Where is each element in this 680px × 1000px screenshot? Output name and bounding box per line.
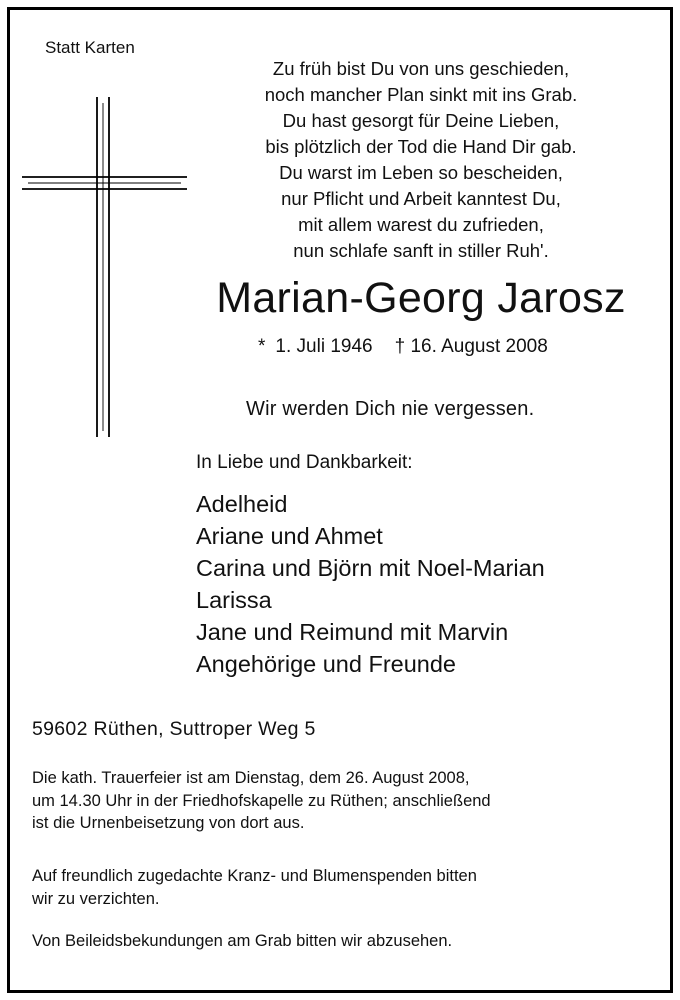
mourner-item: Ariane und Ahmet <box>196 523 383 549</box>
statt-karten-label: Statt Karten <box>45 38 135 57</box>
flowers-notice <box>32 865 477 910</box>
condolences-notice <box>32 930 452 953</box>
poem-line: noch mancher Plan sinkt mit ins Grab. <box>264 84 578 105</box>
life-dates <box>258 336 548 358</box>
poem-line: bis plötzlich der Tod die Hand Dir gab. <box>265 136 577 157</box>
mourners-list <box>196 488 545 680</box>
cross-icon <box>22 97 187 437</box>
mourner-item: Jane und Reimund mit Marvin <box>196 619 509 645</box>
funeral-notice <box>32 767 491 835</box>
dagger-icon: † <box>394 336 406 357</box>
death-date: 16. August 2008 <box>410 336 548 357</box>
poem-line: Zu früh bist Du von uns geschieden, <box>272 58 570 79</box>
mourner-item: Larissa <box>196 587 272 613</box>
poem-line: mit allem warest du zufrieden, <box>298 214 544 235</box>
star-icon: * <box>258 336 266 357</box>
notice-line: Die kath. Trauerfeier ist am Dienstag, dem 26. August 2008, <box>32 769 470 787</box>
poem-line: Du hast gesorgt für Deine Lieben, <box>282 110 560 131</box>
address: 59602 Rüthen, Suttroper Weg 5 <box>32 718 316 740</box>
birth-date: 1. Juli 1946 <box>275 336 373 357</box>
poem <box>200 56 642 264</box>
never-forget-line: Wir werden Dich nie vergessen. <box>246 398 535 420</box>
deceased-name: Marian-Georg Jarosz <box>216 274 626 322</box>
mourner-item: Adelheid <box>196 491 288 517</box>
notice-line: Auf freundlich zugedachte Kranz- und Blumenspenden bitten <box>32 867 477 885</box>
in-love-line: In Liebe und Dankbarkeit: <box>196 452 413 473</box>
poem-line: nur Pflicht und Arbeit kanntest Du, <box>281 188 561 209</box>
poem-line: Du warst im Leben so bescheiden, <box>279 162 563 183</box>
notice-line: Von Beileidsbekundungen am Grab bitten wir abzusehen. <box>32 932 453 950</box>
notice-line: wir zu verzichten. <box>32 889 160 908</box>
mourner-item: Angehörige und Freunde <box>196 651 457 677</box>
notice-line: ist die Urnenbeisetzung von dort aus. <box>32 814 305 832</box>
mourner-item: Carina und Björn mit Noel-Marian <box>196 555 545 581</box>
notice-line: um 14.30 Uhr in der Friedhofskapelle zu Rüthen; anschließend <box>32 791 491 810</box>
poem-line: nun schlafe sanft in stiller Ruh'. <box>293 240 549 261</box>
